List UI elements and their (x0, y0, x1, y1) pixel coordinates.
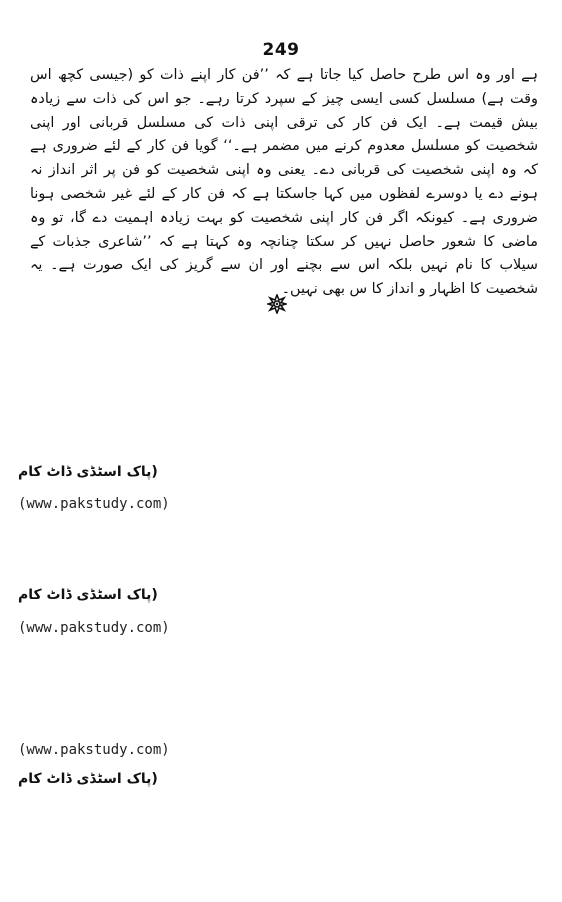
watermark-urdu-text: (پاک اسٹڈی ڈاٹ کام (18, 771, 158, 787)
page-number: 249 (262, 40, 300, 60)
body-paragraph: ہے اور وہ اس طرح حاصل کیا جاتا ہے کہ ’’فن کار اپنے ذات کو (جیسی کچھ اس وقت ہے) مسلسل کسی ایسی چیز کے سپرد کرتا رہے۔ جو اس کی ذات سے زیادہ بیش قیمت ہے۔ ایک فن کار کی ترقی اپنی ذات کی مسلسل قربانی اور اپنی شخصیت کو مسلسل معدوم کرنے میں مضمر ہے۔‘‘ گویا فن کار کے لئے ضروری ہے کہ وہ اپنی شخصیت کی قربانی دے۔ یعنی وہ اپنی شخصیت کو فن پر اثر انداز نہ ہونے دے یا دوسرے لفظوں میں کہا جاسکتا ہے کہ فن کار کے لئے غیر شخصی ہونا ضروری ہے۔ کیونکہ اگر فن کار اپنی شخصیت کو بہت زیادہ اہمیت دے گا، تو وہ ماضی کا شعور حاصل نہیں کر سکتا چنانچہ وہ کہتا ہے کہ ’’شاعری جذبات کے سیلاب کا نام نہیں بلکہ اس سے بچنے اور ان سے گریز کی ایک صورت ہے۔ یہ شخصیت کا اظہار و انداز کا س بھی نہیں۔ (30, 67, 538, 298)
watermark-url: (www.pakstudy.com) (18, 496, 170, 512)
watermark-url: (www.pakstudy.com) (18, 620, 170, 636)
body-paragraph-container (30, 64, 538, 302)
watermark-urdu-text: (پاک اسٹڈی ڈاٹ کام (18, 587, 158, 603)
flower-ornament-icon (267, 294, 287, 314)
watermark-url: (www.pakstudy.com) (18, 742, 170, 758)
watermark-urdu-text: (پاک اسٹڈی ڈاٹ کام (18, 464, 158, 480)
